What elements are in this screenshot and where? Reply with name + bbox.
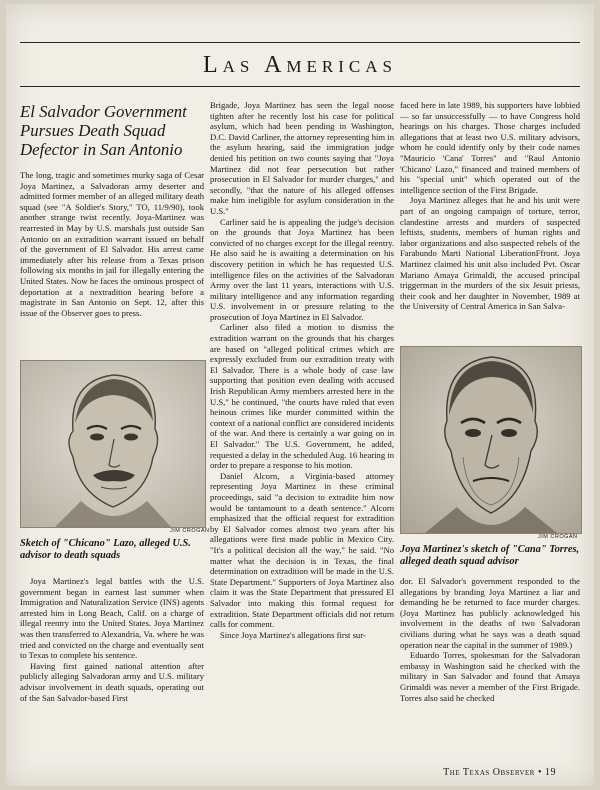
face-sketch-image	[21, 361, 205, 527]
photo-credit: JIM CROGAN	[170, 528, 210, 534]
column-3-lower	[400, 576, 580, 754]
paragraph: Joya Martinez alleges that he and his unit were part of an ongoing campaign of torture, terror, clandestine arrests and murders of suspected leftists, students, members of human rights and labor organizations and also suspected rebels of the Farabundo Marti National LiberationFfront. Joya Martinez claimed his unit also included Pvt. Oscar Mariano Amaya Grimaldi, the accused principal triggerman in the murders of the six Jesuit priests, their cook and her daughter in November, 1989 at the University of Central America in San Salva-	[400, 195, 580, 312]
photo-credit: JIM CROGAN	[538, 534, 578, 540]
paragraph: Joya Martinez's legal battles with the U.S. government began in earnest last summer when Immigration and Naturalization Service (INS) agents arrested him in Long Beach, Calif. on a charge of illegal reentry into the United States. Joya Martinez was then transferred to Alexandria, Va. where he was tried and convicted on the charge and eventually sent to Texas to complete his sentence.	[20, 576, 204, 661]
column-1-upper	[20, 170, 204, 350]
paragraph: Eduardo Torres, spokesman for the Salvadoran embassy in Washington said he checked with the military in San Salvador and found that Amaya Grimaldi was never a member of the First Brigade. Torres also said he checked	[400, 650, 580, 703]
page-footer	[443, 767, 556, 778]
paragraph: Having first gained national attention after publicly alleging Salvadoran army and U.S. military advisor involvement in death squads, operating out of the San Salvador-based First	[20, 660, 204, 703]
section-title: Las Americas	[203, 52, 397, 78]
top-rule	[20, 42, 580, 43]
footer-separator: •	[537, 767, 542, 778]
paragraph: Carliner said he is appealing the judge's decision on the grounds that Joya Martinez has been convicted of no charges except for the illegal reentry. He also said he is awaiting a determination on his discovery petition in which he has requested U.S. intelligence files on the activities of the Salvadoran Army over the last 11 years, interactions with U.S. military intelligence and any information regarding U.S. involvement in or pressure relating to the prosecution of Joya Martinez in El Salvador.	[210, 216, 394, 322]
paragraph: Daniel Alcorn, a Virginia-based attorney representing Joya Martinez in these criminal proceedings, said "a decision to extradite him now would be tantamount to a death sentence." Alcorn emphasized that the official request for extradition by El Salvador comes almost two years after his allegations were first made public in Mexico City. "It's a political decision all the way," he said. "No matter what the decision is in Texas, the final determination on extradition will be made in the U.S. State Department." Supporters of Joya Martinez also claim it was the State Department that pressured El Salvador into making this formal request for extradition. State Department officials did not return calls for comment.	[210, 470, 394, 630]
photo-torres-sketch	[400, 346, 582, 534]
publication-name: The Texas Observer	[443, 767, 535, 778]
column-3-upper	[400, 100, 580, 344]
face-sketch-image	[401, 347, 581, 533]
page-number: 19	[545, 767, 556, 778]
photo-lazo-sketch	[20, 360, 206, 528]
section-rule	[20, 86, 580, 87]
paragraph: Carliner also filed a motion to dismiss the extradition warrant on the grounds that his charges are based on "alleged political crimes which are expressly excluded from our extradition treaty with El Salvador. There is a whole body of case law supporting that position even dealing with accused Irish Republican Army members arrested here in the U.S," he continued, "the courts have ruled that even heinous crimes like murder committed within the context of a national conflict are considered incidents of the war. And there is certainly a war going on in El Salvador." The U.S. Government, he added, requested a delay in the scheduled Aug. 16 hearing in order to prepare a response to his motion.	[210, 322, 394, 471]
magazine-page	[6, 4, 594, 786]
column-2	[210, 100, 394, 776]
photo-caption: Sketch of "Chicano" Lazo, alleged U.S. advisor to death squads	[20, 538, 191, 561]
paragraph: dor. El Salvador's government responded to the allegations by branding Joya Martinez a liar and demanding he be returned to face murder charges. (Joya Martinez has publicly acknowledged his involvement in the deaths of two Salvadoran civilians during what he says was a death squad operation near the capital in the summer of 1989.)	[400, 576, 580, 650]
photo-caption: Joya Martinez's sketch of "Cana" Torres, alleged death squad advisor	[400, 544, 580, 567]
paragraph: faced here in late 1989, his supporters have lobbied — so far unsuccessfully — to have Congress hold hearings on his charges. Those charges included allegations that at least two U.S. military advisors, whom he could identify only by their code names "Mauricio 'Cana' Torres" and "Raul Antonio 'Chicano' Lazo," financed and trained members of his "special unit" which operated out of the intelligence section of the First Brigade.	[400, 100, 580, 195]
article-headline: El Salvador Government Pursues Death Squad Defector in San Antonio	[20, 102, 187, 159]
paragraph: Since Joya Martinez's allegations first sur-	[220, 629, 366, 640]
column-1-lower	[20, 576, 204, 776]
paragraph: The long, tragic and sometimes murky saga of Cesar Joya Martinez, a Salvadoran army deserter and admitted former member of an alleged military death squad (see "A Soldier's Story," TO, 11/9/90), took another strange twist recently. Joya-Martinez was rearrested in May by U.S. marshals just outside San Antonio on an extradition warrant issued on behalf of the government of El Salvador. His arrest came immediately after his release from a Texas prison following six months in jail for illegally entering the United States. Now he faces the ominous prospect of deportation at a nextradition hearing before a magistrate in San Antonio on Sept. 12, after this issue of the Observer goes to press.	[20, 170, 204, 318]
paragraph: Brigade, Joya Martinez has seen the legal noose tighten after he recently lost his case for political asylum, which had been pending in Washington, D.C. David Carliner, the attorney representing him in the asylum hearing, said the immigration judge denied his petition on two counts saying that "Joya Martinez did not fear persecution but rather prosecution in El Salvador for murder charges," and secondly, "that the nature of his alleged offenses make him ineligible for asylum consideration in the U.S."	[210, 100, 394, 216]
